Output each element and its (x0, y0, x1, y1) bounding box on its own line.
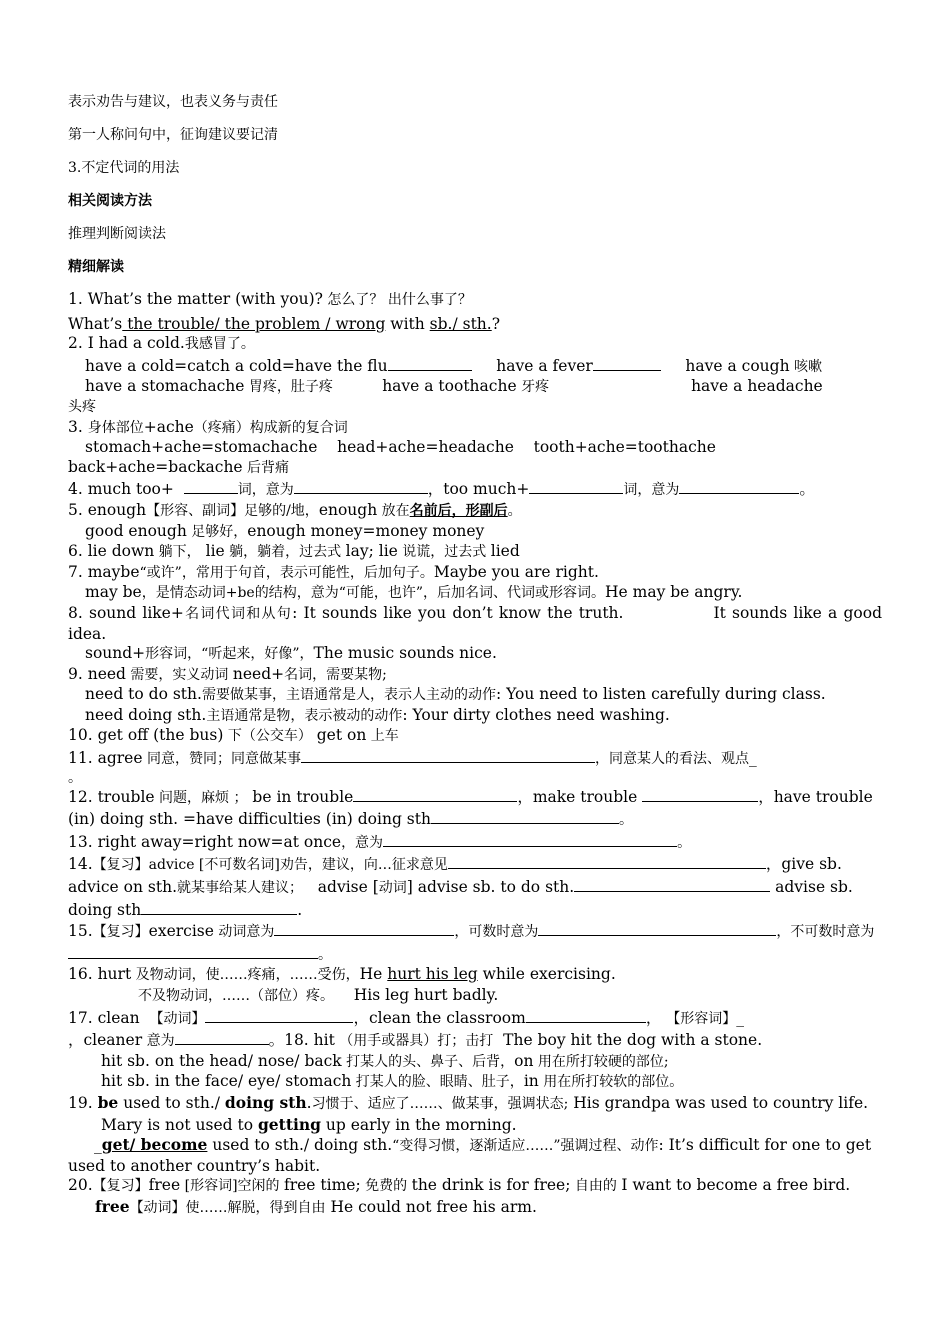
item-3b: back+ache=backache 后背痛 (68, 457, 290, 476)
heading-reading-method: 相关阅读方法 (68, 193, 152, 209)
item-18a: hit sb. on the head/ nose/ back 打某人的头、鼻子、后背，on 用在所打较硬的部位; (101, 1051, 669, 1070)
item-19a: Mary is not used to getting up early in the morning. (101, 1114, 517, 1134)
item-15: 15.【复习】exercise 动词意为 ，可数时意为 ，不可数时意为。 (68, 922, 875, 963)
item-20a: free【动词】使……解脱，得到自由 He could not free his arm. (95, 1196, 537, 1216)
item-14: 14.【复习】advice [不可数名词]劝告，建议，向…征求意见 ，give sb. advice on sth.就某事给某人建议； advise [动词] advise sb. to do sth. advise sb. doing sth . (68, 855, 853, 919)
document-page (68, 92, 882, 1219)
heading-detail: 精细解读 (68, 259, 124, 275)
item-19: 19. be used to sth./ doing sth.习惯于、适应了……、做某事，强调状态; His grandpa was used to country life. (68, 1092, 869, 1112)
item-12: 12. trouble 问题，麻烦 ； be in trouble ，make trouble ，have trouble (in) doing sth. =have difficulties (in) doing sth 。 (68, 787, 873, 829)
intro-line-1: 表示劝告与建议，也表义务与责任 (68, 94, 278, 110)
item-9b: need doing sth.主语通常是物，表示被动的动作: Your dirty clothes need washing. (85, 705, 670, 724)
item-10: 10. get off (the bus) 下（公交车） get on 上车 (68, 726, 399, 745)
item-9a: need to do sth.需要做某事，主语通常是人，表示人主动的动作: You need to listen carefully during class. (85, 685, 826, 704)
item-17b: ，cleaner 意为 。18. hit （用手或器具）打；击打 The boy hit the dog with a stone. (68, 1031, 763, 1050)
item-11: 11. agree 同意，赞同；同意做某事 ，同意某人的看法、观点_ (68, 749, 757, 768)
item-1: 1. What’s the matter (with you)? 怎么了？ 出什么事了？ (68, 290, 472, 308)
item-17: 17. clean 【动词】 ，clean the classroom ， 【形容词】_ (68, 1008, 745, 1027)
item-8a: sound+形容词，“听起来，好像”，The music sounds nice. (85, 644, 497, 663)
intro-line-3: 3.不定代词的用法 (68, 160, 180, 176)
item-2c: 头疼 (68, 398, 96, 415)
item-2b: have a stomachache 胃疼，肚子疼 have a toothache 牙疼 have a headache (85, 377, 823, 396)
item-20: 20.【复习】free [形容词]空闲的 free time; 免费的 the drink is for free; 自由的 I want to become a free bird. (68, 1176, 851, 1195)
item-6: 6. lie down 躺下， lie 躺，躺着，过去式 lay; lie 说谎，过去式 lied (68, 542, 520, 561)
item-5a: good enough 足够好，enough money=money money (85, 521, 485, 540)
item-11-end: 。 (68, 769, 82, 786)
item-18b: hit sb. in the face/ eye/ stomach 打某人的脸、眼睛、肚子，in 用在所打较软的部位。 (101, 1072, 684, 1091)
item-2a: have a cold=catch a cold=have the flu have a fever have a cough 咳嗽 (85, 356, 823, 375)
item-16: 16. hurt 及物动词，使……疼痛，……受伤，He hurt his leg while exercising. (68, 965, 616, 984)
intro-line-2: 第一人称问句中，征询建议要记清 (68, 127, 278, 143)
item-7a: may be，是情态动词+be的结构，意为“可能，也许”，后加名词、代词或形容词。He may be angry. (85, 583, 743, 602)
item-2: 2. I had a cold.我感冒了。 (68, 334, 255, 353)
item-1b: What’s the trouble/ the problem / wrong with sb./ sth.? (68, 314, 501, 333)
item-7: 7. maybe“或许”，常用于句首，表示可能性，后加句子。Maybe you are right. (68, 562, 599, 581)
item-3: 3. 身体部位+ache（疼痛）构成新的复合词 (68, 417, 348, 436)
reading-method: 推理判断阅读法 (68, 226, 166, 242)
item-9: 9. need 需要，实义动词 need+名词，需要某物; (68, 664, 387, 683)
item-16a: 不及物动词，……（部位）疼。 His leg hurt badly. (138, 986, 499, 1004)
item-19b: _get/ become used to sth./ doing sth.“变得习惯，逐渐适应……”强调过程、动作: It’s difficult for one to get used to another country’s habit. (68, 1135, 872, 1175)
item-5: 5. enough【形容、副词】足够的/地，enough 放在名前后，形副后。 (68, 500, 522, 519)
item-13: 13. right away=right now=at once，意为 。 (68, 832, 692, 851)
item-8: 8. sound like+名词代词和从句: It sounds like you don’t know the truth. It sounds like a good idea. (68, 603, 882, 643)
item-4: 4. much too+ 词，意为 ，too much+ 词，意为 。 (68, 480, 815, 499)
item-3a: stomach+ache=stomachache head+ache=headache tooth+ache=toothache (85, 438, 716, 457)
